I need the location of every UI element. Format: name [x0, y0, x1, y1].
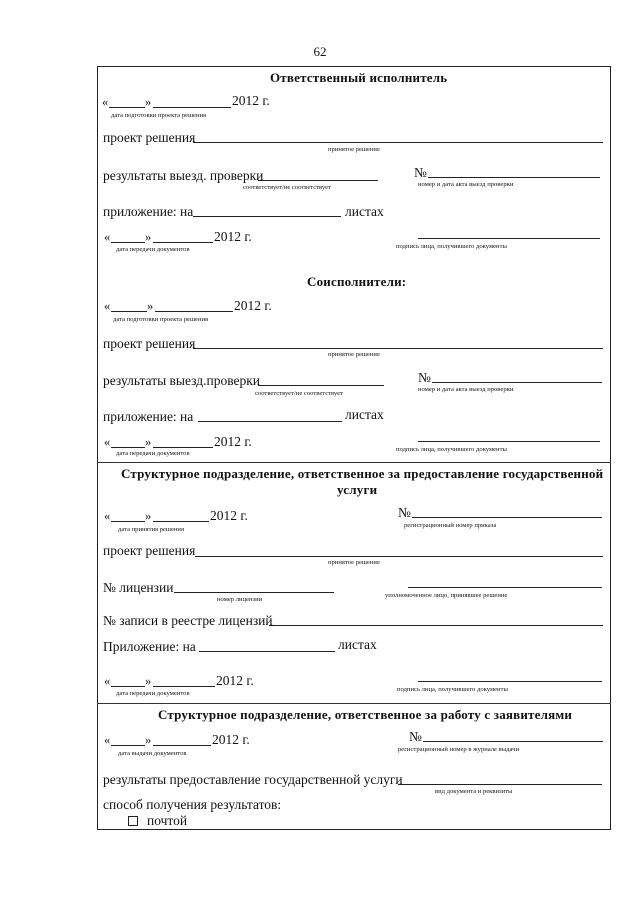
- s4-month-field[interactable]: [153, 745, 211, 746]
- section3-heading-line2: услуги: [337, 482, 378, 497]
- s3-transfer-open-quote: «: [104, 674, 111, 688]
- s2-sheets-field[interactable]: [198, 421, 342, 422]
- s4-date-close-quote: »: [145, 733, 152, 747]
- s4-number-label: №: [409, 729, 422, 744]
- s3-sheets-field[interactable]: [199, 651, 335, 652]
- s3-sheets-suffix: листах: [338, 637, 377, 652]
- s1-project-label: проект решения: [103, 130, 196, 145]
- s3-transfer-month-field[interactable]: [153, 686, 215, 687]
- s2-project-caption: принятое решение: [328, 351, 380, 358]
- s3-year-label: 2012 г.: [210, 508, 248, 523]
- s2-transfer-open-quote: «: [104, 435, 111, 449]
- s1-transfer-year: 2012 г.: [214, 229, 252, 244]
- s1-inspection-label: результаты выезд. проверки: [103, 168, 264, 183]
- s1-inspection-caption: соответствует/не соответствует: [243, 184, 331, 191]
- s3-transfer-close-quote: »: [145, 674, 152, 688]
- s1-transfer-month-field[interactable]: [153, 242, 213, 243]
- s3-authorized-person-field[interactable]: [408, 587, 602, 588]
- s3-attachment-label: Приложение: на: [103, 639, 196, 654]
- section2-heading: Соисполнители:: [307, 274, 407, 289]
- s1-date-open-quote: «: [102, 95, 109, 109]
- s2-date-close-quote: »: [147, 299, 154, 313]
- s2-transfer-year: 2012 г.: [214, 434, 252, 449]
- s1-sheets-suffix: листах: [345, 204, 384, 219]
- s4-method-label: способ получения результатов:: [103, 797, 282, 812]
- s2-number-label: №: [418, 370, 431, 385]
- s1-transfer-close-quote: »: [145, 230, 152, 244]
- s2-day-field[interactable]: [111, 311, 147, 312]
- s1-year-label: 2012 г.: [232, 93, 270, 108]
- s1-number-label: №: [414, 165, 427, 180]
- s3-signature-field[interactable]: [418, 681, 602, 682]
- s4-year-label: 2012 г.: [212, 732, 250, 747]
- s3-registry-label: № записи в реестре лицензий: [103, 613, 273, 628]
- s3-date-caption: дата принятия решения: [118, 526, 184, 533]
- s3-date-close-quote: »: [145, 509, 152, 523]
- s4-results-caption: вид документа и реквизиты: [435, 788, 513, 795]
- s2-sheets-suffix: листах: [345, 407, 384, 422]
- s1-transfer-caption: дата передачи документов: [116, 246, 190, 253]
- s2-transfer-month-field[interactable]: [153, 447, 213, 448]
- s3-signature-caption: подпись лица, получившего документы: [397, 686, 508, 693]
- s1-signature-field[interactable]: [418, 238, 600, 239]
- s1-project-field[interactable]: [193, 142, 603, 143]
- s3-transfer-day-field[interactable]: [111, 686, 145, 687]
- s4-results-label: результаты предоставление государственной услуги: [103, 772, 403, 787]
- s2-signature-field[interactable]: [418, 441, 600, 442]
- s3-transfer-caption: дата передачи документов: [116, 690, 190, 697]
- s2-transfer-caption: дата передачи документов: [116, 450, 190, 457]
- s3-order-number-caption: регистрационный номер приказа: [404, 522, 497, 529]
- section3-heading-line1: Структурное подразделение, ответственное за предоставление государственной: [121, 466, 604, 481]
- s3-month-field[interactable]: [153, 521, 209, 522]
- divider-section4: [97, 703, 611, 704]
- s3-registry-field[interactable]: [269, 625, 603, 626]
- s3-date-open-quote: «: [104, 509, 111, 523]
- s4-date-caption: дата выдачи документов: [118, 750, 187, 757]
- s1-day-field[interactable]: [109, 107, 145, 108]
- s3-project-label: проект решения: [103, 543, 196, 558]
- s4-mail-checkbox[interactable]: [128, 816, 138, 826]
- divider-section3: [97, 462, 611, 463]
- s3-license-field[interactable]: [174, 592, 334, 593]
- s2-inspection-label: результаты выезд.проверки: [103, 373, 261, 388]
- s2-inspection-caption: соответствует/не соответствует: [255, 390, 343, 397]
- s3-license-label: № лицензии: [103, 580, 174, 595]
- s1-act-number-caption: номер и дата акта выезд проверки: [418, 181, 514, 188]
- s1-date-close-quote: »: [145, 95, 152, 109]
- s2-year-label: 2012 г.: [234, 298, 272, 313]
- s4-results-field[interactable]: [398, 784, 602, 785]
- s3-project-field[interactable]: [195, 556, 603, 557]
- s1-act-number-field[interactable]: [428, 177, 600, 178]
- s2-transfer-close-quote: »: [145, 435, 152, 449]
- s1-month-field[interactable]: [153, 107, 231, 108]
- s2-project-field[interactable]: [193, 348, 603, 349]
- s2-act-number-field[interactable]: [432, 382, 602, 383]
- s3-project-caption: принятое решение: [328, 559, 380, 566]
- s4-journal-number-field[interactable]: [423, 741, 603, 742]
- s2-attachment-label: приложение: на: [103, 409, 194, 424]
- section4-heading: Структурное подразделение, ответственное за работу с заявителями: [158, 707, 573, 722]
- s1-signature-caption: подпись лица, получившего документы: [396, 243, 507, 250]
- s1-sheets-field[interactable]: [193, 216, 341, 217]
- s2-date-caption: дата подготовки проекта решения: [113, 316, 209, 323]
- s3-transfer-year: 2012 г.: [216, 673, 254, 688]
- s2-transfer-day-field[interactable]: [111, 447, 145, 448]
- s2-inspection-field[interactable]: [258, 385, 384, 386]
- s3-authorized-person-caption: уполномоченное лицо, принявшее решение: [385, 592, 508, 599]
- s4-day-field[interactable]: [111, 745, 145, 746]
- s2-signature-caption: подпись лица, получившего документы: [396, 446, 507, 453]
- s2-date-open-quote: «: [104, 299, 111, 313]
- s3-license-caption: номер лицензии: [217, 596, 263, 603]
- page-number: 62: [313, 44, 327, 59]
- s4-mail-option-label: почтой: [147, 813, 188, 828]
- s3-number-label: №: [398, 505, 411, 520]
- s1-transfer-day-field[interactable]: [111, 242, 145, 243]
- s2-month-field[interactable]: [155, 311, 233, 312]
- s2-project-label: проект решения: [103, 336, 196, 351]
- s1-date-caption: дата подготовки проекта решения: [111, 112, 207, 119]
- s4-date-open-quote: «: [104, 733, 111, 747]
- s1-transfer-open-quote: «: [104, 230, 111, 244]
- s3-day-field[interactable]: [111, 521, 145, 522]
- s1-project-caption: принятое решение: [328, 146, 380, 153]
- s1-inspection-field[interactable]: [258, 180, 378, 181]
- s1-attachment-label: приложение: на: [103, 204, 194, 219]
- s3-order-number-field[interactable]: [412, 517, 602, 518]
- section1-heading: Ответственный исполнитель: [270, 70, 448, 85]
- s4-journal-number-caption: регистрационный номер в журнале выдачи: [398, 746, 520, 753]
- s2-act-number-caption: номер и дата акта выезд проверки: [418, 386, 514, 393]
